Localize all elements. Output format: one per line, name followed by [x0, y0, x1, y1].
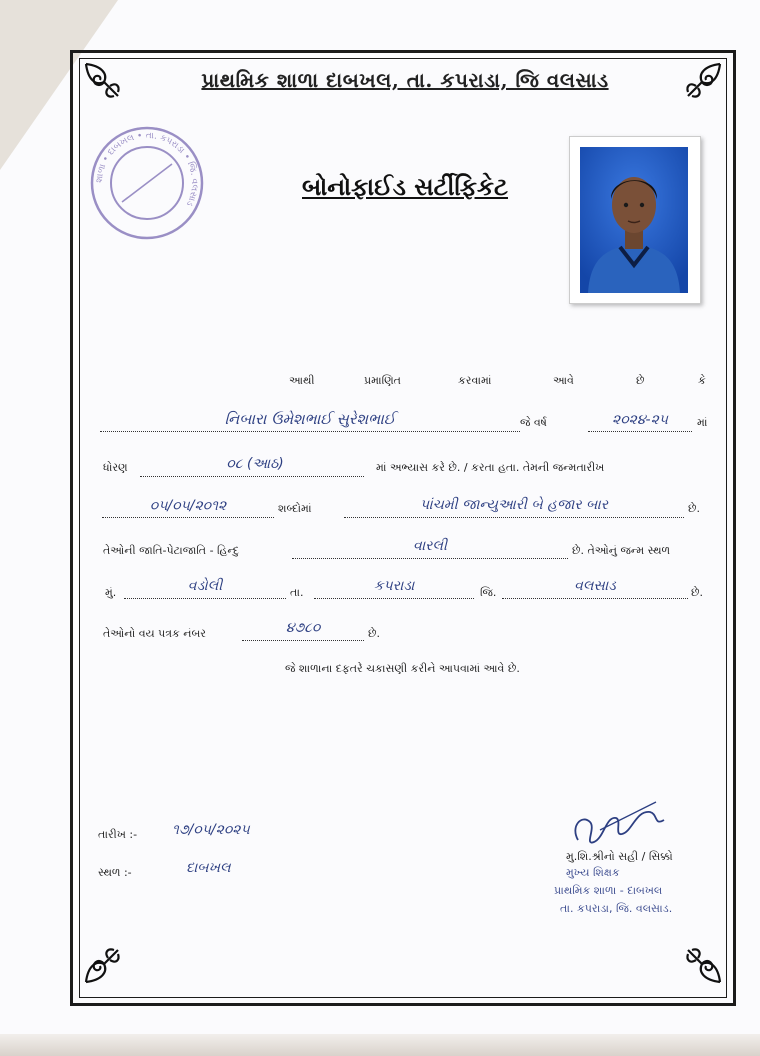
stamp-address: તા. કપરાડા, જિ. વલસાડ.: [560, 902, 673, 915]
district-value: વલસાડ: [574, 578, 616, 594]
student-name: નિબારા ઉમેશભાઈ સુરેશભાઈ: [224, 410, 396, 428]
taluka-label: તા.: [290, 586, 304, 599]
year-suffix: માં: [697, 416, 708, 429]
intro-word: પ્રમાણિત: [364, 374, 401, 387]
school-seal-stamp: [88, 124, 206, 242]
corner-ornament-icon: [682, 944, 724, 986]
caste-value: વારલી: [413, 538, 447, 554]
std-underline: [140, 476, 364, 477]
caste-text: છે. તેઓનું જન્મ સ્થળ: [572, 544, 671, 557]
corner-ornament-icon: [682, 60, 724, 102]
seal-text: શાળા • દાબખલ • તા. કપરાડા • જિ. વલસાડ: [94, 130, 200, 208]
dob-digits: ૦૫/૦૫/૨૦૧૨: [149, 498, 227, 514]
page-bottom-edge: [0, 1034, 760, 1056]
intro-word: કે: [698, 374, 706, 387]
dob-words-underline: [344, 517, 684, 518]
dob-words-label: શબ્દોમાં: [278, 502, 312, 515]
dob-words: પાંચમી જાન્યુઆરી બે હજાર બાર: [420, 497, 608, 513]
stamp-school: પ્રાથમિક શાળા - દાબખલ: [554, 884, 663, 897]
std-text: માં અભ્યાસ કરે છે. / કરતા હતા. તેમની જન્મતારીખ: [376, 461, 605, 474]
year-label: જે વર્ષ: [520, 416, 547, 429]
corner-ornament-icon: [82, 944, 124, 986]
caste-underline: [292, 558, 568, 559]
intro-word: આથી: [289, 374, 315, 387]
register-number: ૪૭૮૦: [285, 620, 321, 636]
intro-word: આવે: [553, 374, 574, 387]
register-suffix: છે.: [368, 627, 380, 640]
register-label: તેઓનો વય પત્રક નંબર: [103, 627, 206, 640]
village-underline: [124, 598, 286, 599]
place-label: સ્થળ :-: [98, 866, 132, 879]
village-label: મું.: [105, 586, 117, 599]
caste-label: તેઓની જાતિ-પેટાજાતિ - હિન્દુ: [103, 544, 240, 557]
intro-word: કરવામાં: [458, 374, 492, 387]
intro-word: છે: [636, 374, 645, 387]
stamp-designation: મુખ્ય શિક્ષક: [566, 866, 620, 879]
corner-ornament-icon: [82, 60, 124, 102]
taluka-value: કપરાડા: [373, 578, 415, 594]
school-name-header: પ્રાથમિક શાળા દાબખલ, તા. કપરાડા, જિ વલસાડ: [201, 68, 609, 92]
dob-underline: [102, 517, 274, 518]
taluka-underline: [314, 598, 474, 599]
date-label: તારીખ :-: [98, 828, 138, 841]
issue-date: ૧૭/૦૫/૨૦૨૫: [172, 822, 250, 838]
std-label: ધોરણ: [103, 461, 128, 474]
name-underline: [100, 431, 520, 432]
district-underline: [502, 598, 688, 599]
dob-suffix: છે.: [688, 502, 700, 515]
register-underline: [242, 640, 364, 641]
place-suffix: છે.: [691, 586, 703, 599]
year-underline: [588, 431, 692, 432]
village-value: વડોલી: [187, 578, 223, 594]
academic-year: ૨૦૨૪-૨૫: [611, 412, 668, 428]
std-value: ૦૮ (આઠ): [226, 456, 284, 472]
issue-place: દાબખલ: [186, 860, 231, 876]
closing-statement: જે શાળાના દફતરે ચકાસણી કરીને આપવામાં આવે છે.: [285, 662, 520, 675]
district-label: જિ.: [480, 586, 497, 599]
student-photo: [569, 136, 701, 304]
certificate-title: બોનોફાઈડ સર્ટીફિકેટ: [302, 172, 508, 201]
signature-caption: મુ.શિ.શ્રીનો સહી / સિક્કો: [566, 850, 673, 863]
